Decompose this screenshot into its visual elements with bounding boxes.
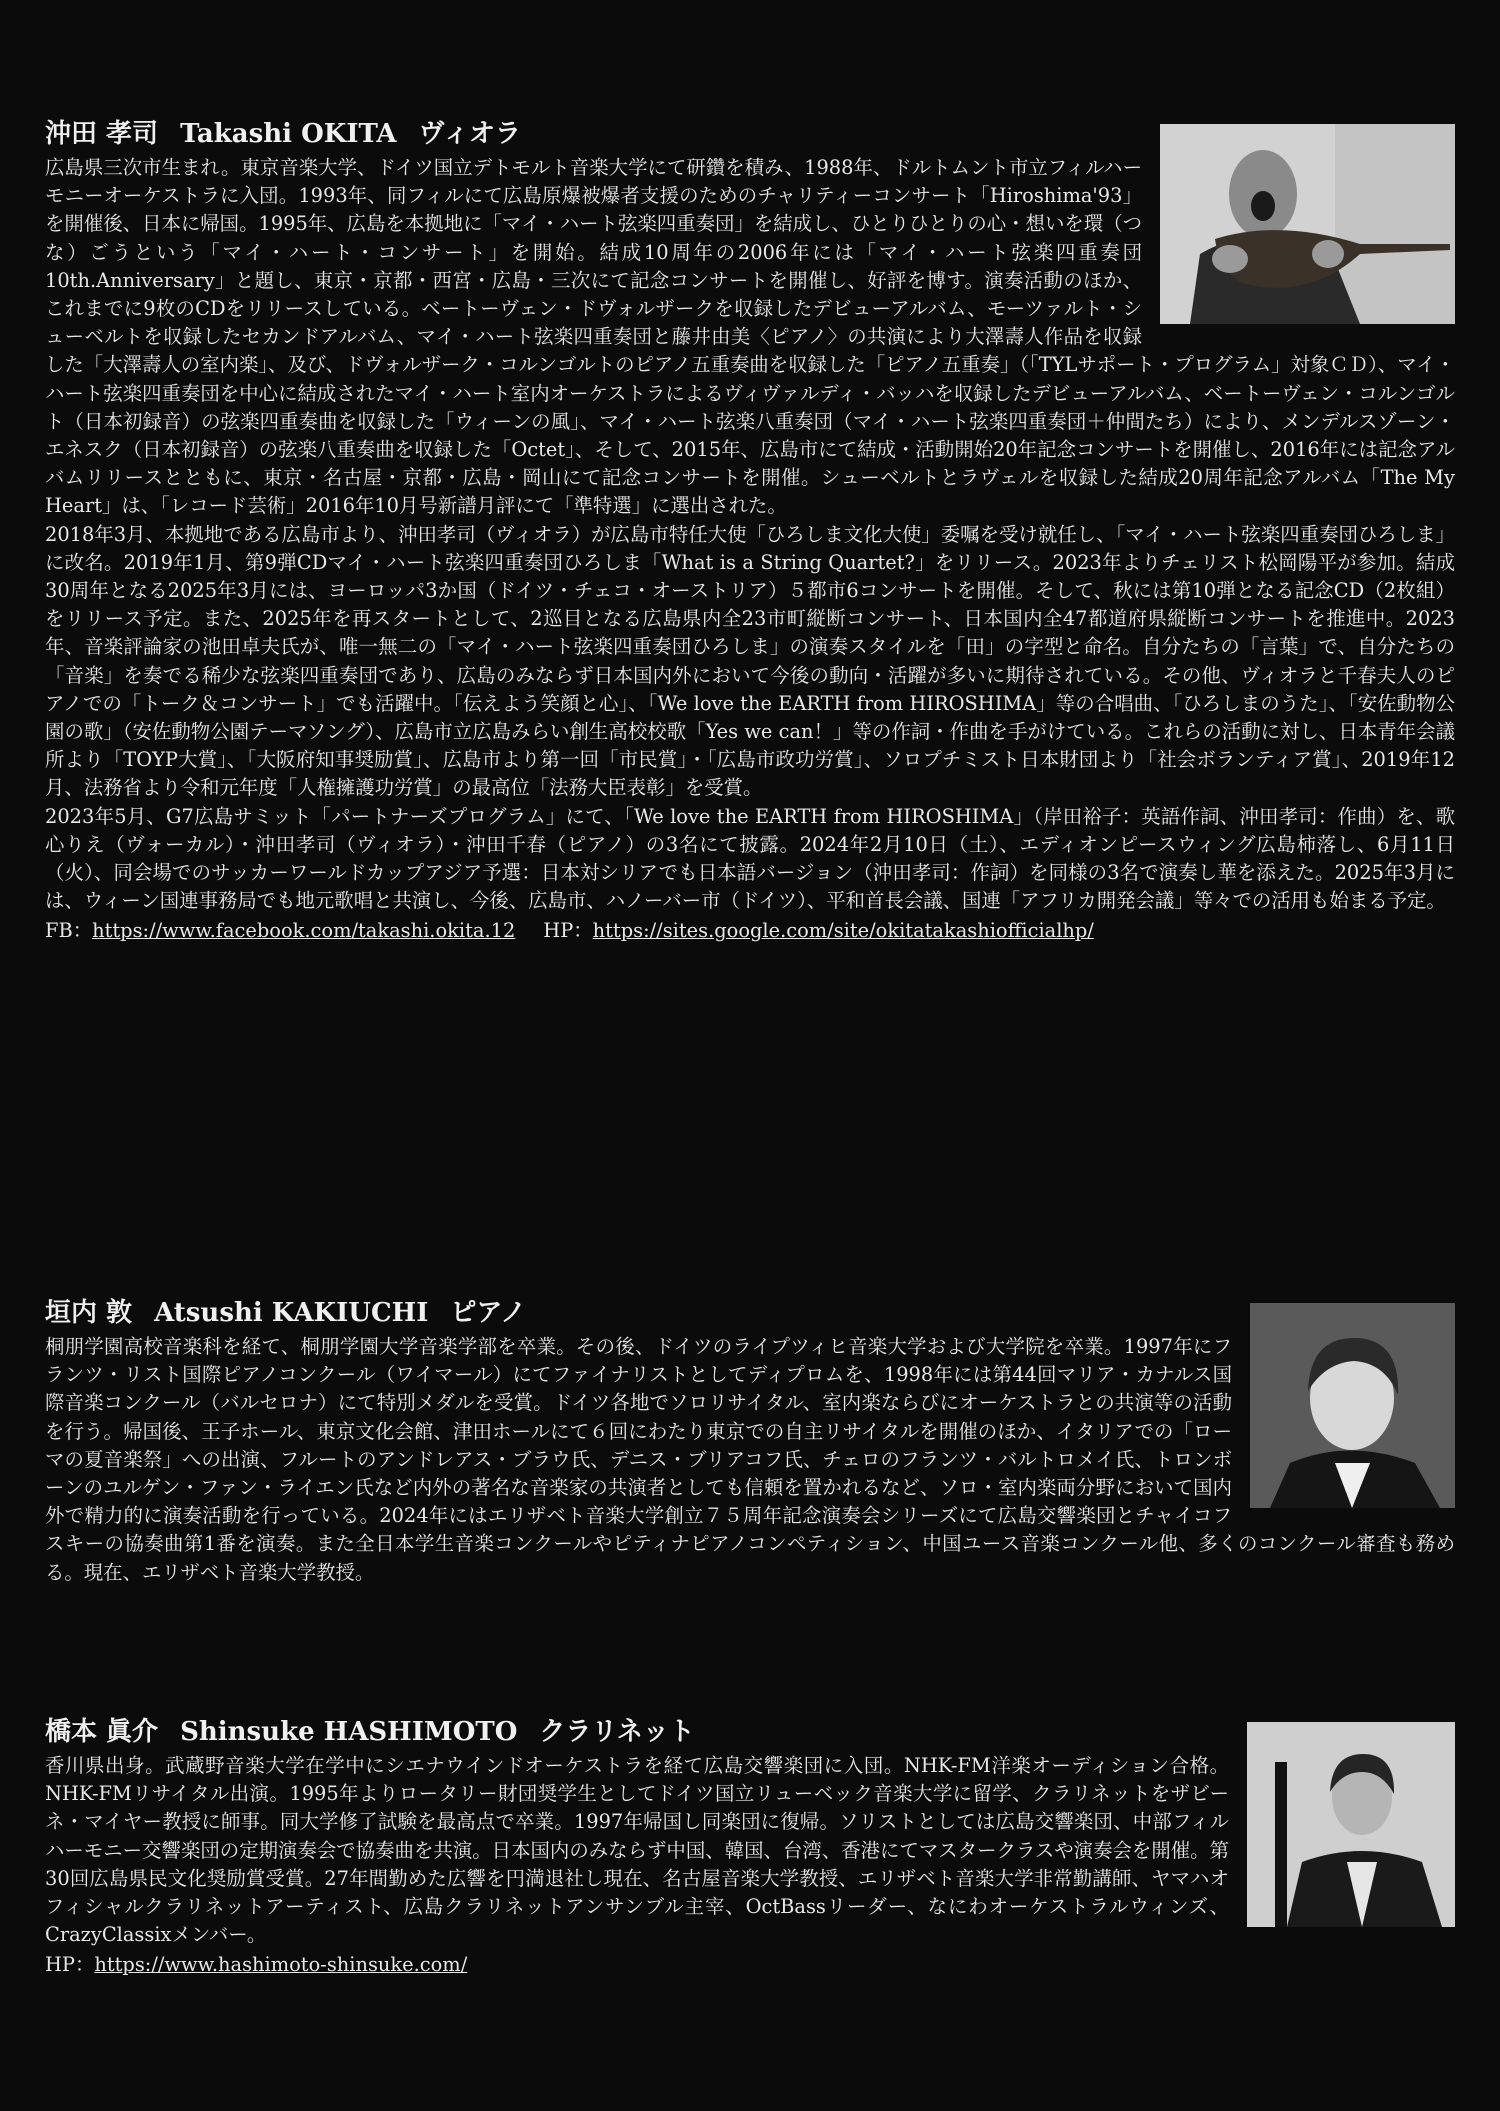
fb-label: FB： [45,919,93,943]
photo-kakiuchi [1250,1303,1455,1508]
links-okita [45,917,1455,945]
name-en: Atsushi KAKIUCHI [154,1298,429,1328]
name-jp: 沖田 孝司 [45,119,159,149]
profile-kakiuchi [45,1297,1455,1587]
photo-okita [1160,124,1455,324]
instrument: ピアノ [450,1298,527,1328]
homepage-link[interactable]: https://sites.google.com/site/okitatakashiofficialhp/ [592,919,1094,943]
photo-hashimoto [1247,1722,1455,1927]
instrument: クラリネット [539,1717,695,1747]
clarinetist-portrait [1247,1722,1455,1927]
name-en: Takashi OKITA [180,119,397,149]
bio-kakiuchi [45,1333,1455,1587]
profile-title [45,1716,1455,1748]
hp-label: HP： [45,1953,95,1977]
violist-portrait [1160,124,1455,324]
bio-paragraph: 2023年5月、G7広島サミット「パートナーズプログラム」にて、「We love the EARTH from HIROSHIMA」（岸田裕子：英語作詞、沖田孝司：作曲）を、歌心りえ（ヴォーカル）・沖田孝司（ヴィオラ）・沖田千春（ピアノ）の3名にて披露。2024年2月10日（土）、エディオンピースウィング広島柿落し、6月11日（火）、同会場でのサッカーワールドカップアジア予選：日本対シリアでも日本語バージョン（沖田孝司：作詞）を同様の3名で演奏し華を添えた。2025年3月には、ウィーン国連事務局でも地元歌唱と共演し、今後、広島市、ハノーバー市（ドイツ）、平和首長会議、国連「アフリカ開発会議」等々での活用も始まる予定。 [45,804,1455,913]
hp-label: HP： [543,919,593,943]
profile-title [45,1297,1455,1329]
links-hashimoto [45,1951,1455,1979]
bio-paragraph: 桐朋学園高校音楽科を経て、桐朋学園大学音楽学部を卒業。その後、ドイツのライプツィヒ音楽大学および大学院を卒業。1997年にフランツ・リスト国際ピアノコンクール（ワイマール）にてファイナリストとしてディプロムを、1998年には第44回マリア・カナルス国際音楽コンクール（バルセロナ）にて特別メダルを受賞。ドイツ各地でソロリサイタル、室内楽ならびにオーケストラとの共演等の活動を行う。帰国後、王子ホール、東京文化会館、津田ホールにて６回にわたり東京での自主リサイタルを開催のほか、イタリアでの「ローマの夏音楽祭」への出演、フルートのアンドレアス・ブラウ氏、デニス・ブリアコフ氏、チェロのフランツ・バルトロメイ氏、トロンボーンのユルゲン・ファン・ライエン氏など内外の著名な音楽家の共演者としても信頼を置かれるなど、ソロ・室内楽両分野において国内外で精力的に演奏活動を行っている。2024年にはエリザベト音楽大学創立７５周年記念演奏会シリーズにて広島交響楽団とチャイコフスキーの協奏曲第1番を演奏。また全日本学生音楽コンクールやピティナピアノコンペティション、中国ユース音楽コンクール他、多くのコンクール審査も務める。現在、エリザベト音楽大学教授。 [45,1335,1455,1584]
facebook-link[interactable]: https://www.facebook.com/takashi.okita.12 [92,919,516,943]
pianist-portrait [1250,1303,1455,1508]
profile-hashimoto [45,1716,1455,1980]
name-jp: 橋本 眞介 [45,1717,159,1747]
instrument: ヴィオラ [418,119,522,149]
bio-paragraph: 広島県三次市生まれ。東京音楽大学、ドイツ国立デトモルト音楽大学にて研鑽を積み、1988年、ドルトムント市立フィルハーモニーオーケストラに入団。1993年、同フィルにて広島原爆被爆者支援のためのチャリティーコンサート「Hiroshima'93」を開催後、日本に帰国。1995年、広島を本拠地に「マイ・ハート弦楽四重奏団」を結成し、ひとりひとりの心・想いを環（つな）ごうという「マイ・ハート・コンサート」を開始。結成10周年の2006年には「マイ・ハート弦楽四重奏団10th.Anniversary」と題し、東京・京都・西宮・広島・三次にて記念コンサートを開催し、好評を博す。演奏活動のほか、これまでに9枚のCDをリリースしている。ベートーヴェン・ドヴォルザークを収録したデビューアルバム、モーツァルト・シューベルトを収録したセカンドアルバム、マイ・ハート弦楽四重奏団と藤井由美〈ピアノ〉の共演により大澤壽人作品を収録した「大澤壽人の室内楽」、及び、ドヴォルザーク・コルンゴルトのピアノ五重奏曲を収録した「ピアノ五重奏」（「TYLサポート・プログラム」対象ＣＤ）、マイ・ハート弦楽四重奏団を中心に結成されたマイ・ハート室内オーケストラによるヴィヴァルディ・バッハを収録したデビューアルバム、ベートーヴェン・コルンゴルト（日本初録音）の弦楽四重奏曲を収録した「ウィーンの風」、マイ・ハート弦楽八重奏団（マイ・ハート弦楽四重奏団＋仲間たち）により、メンデルスゾーン・エネスク（日本初録音）の弦楽八重奏曲を収録した「Octet」、そして、2015年、広島市にて結成・活動開始20年記念コンサートを開催し、2016年には記念アルバムリリースとともに、東京・名古屋・京都・広島・岡山にて記念コンサートを開催。シューベルトとラヴェルを収録した結成20周年記念アルバム「The My Heart」は、「レコード芸術」2016年10月号新譜月評にて「準特選」に選出された。 [45,156,1455,518]
name-en: Shinsuke HASHIMOTO [180,1717,518,1747]
bio-paragraph: 香川県出身。武蔵野音楽大学在学中にシエナウインドオーケストラを経て広島交響楽団に入団。NHK-FM洋楽オーディション合格。NHK-FMリサイタル出演。1995年よりロータリー財団奨学生としてドイツ国立リューベック音楽大学に留学、クラリネットをザビーネ・マイヤー教授に師事。同大学修了試験を最高点で卒業。1997年帰国し同楽団に復帰。ソリストとしては広島交響楽団、中部フィルハーモニー交響楽団の定期演奏会で協奏曲を共演。日本国内のみならず中国、韓国、台湾、香港にてマスタークラスや演奏会を開催。第30回広島県民文化奨励賞受賞。27年間勤めた広響を円満退社し現在、名古屋音楽大学教授、エリザベト音楽大学非常勤講師、ヤマハオフィシャルクラリネットアーティスト、広島クラリネットアンサンブル主宰、OctBassリーダー、なにわオーケストラルウィンズ、CrazyClassixメンバー。 [45,1754,1229,1947]
profile-okita [45,118,1455,946]
homepage-link[interactable]: https://www.hashimoto-shinsuke.com/ [94,1953,468,1977]
name-jp: 垣内 敦 [45,1298,133,1328]
bio-hashimoto [45,1752,1455,1949]
bio-paragraph: 2018年3月、本拠地である広島市より、沖田孝司（ヴィオラ）が広島市特任大使「ひろしま文化大使」委嘱を受け就任し、「マイ・ハート弦楽四重奏団ひろしま」に改名。2019年1月、第9弾CDマイ・ハート弦楽四重奏団ひろしま「What is a String Quartet?」をリリース。2023年よりチェリスト松岡陽平が参加。結成30周年となる2025年3月には、ヨーロッパ3か国（ドイツ・チェコ・オーストリア）５都市6コンサートを開催。そして、秋には第10弾となる記念CD（2枚組）をリリース予定。また、2025年を再スタートとして、2巡目となる広島県内全23市町縦断コンサート、日本国内全47都道府県縦断コンサートを推進中。2023年、音楽評論家の池田卓夫氏が、唯一無二の「マイ・ハート弦楽四重奏団ひろしま」の演奏スタイルを「田」の字型と命名。自分たちの「言葉」で、自分たちの「音楽」を奏でる稀少な弦楽四重奏団であり、広島のみならず日本国内外において今後の動向・活躍が多いに期待されている。その他、ヴィオラと千春夫人のピアノでの「トーク＆コンサート」でも活躍中。「伝えよう笑顔と心」、「We love the EARTH from HIROSHIMA」等の合唱曲、「ひろしまのうた」、「安佐動物公園の歌」（安佐動物公園テーマソング）、広島市立広島みらい創生高校校歌「Yes we can！」等の作詞・作曲を手がけている。これらの活動に対し、日本青年会議所より「TOYP大賞」、「大阪府知事奨励賞」、広島市より第一回「市民賞」・「広島市政功労賞」、ソロプチミスト日本財団より「社会ボランティア賞」、2019年12月、法務省より令和元年度「人権擁護功労賞」の最高位「法務大臣表彰」を受賞。 [45,522,1455,800]
